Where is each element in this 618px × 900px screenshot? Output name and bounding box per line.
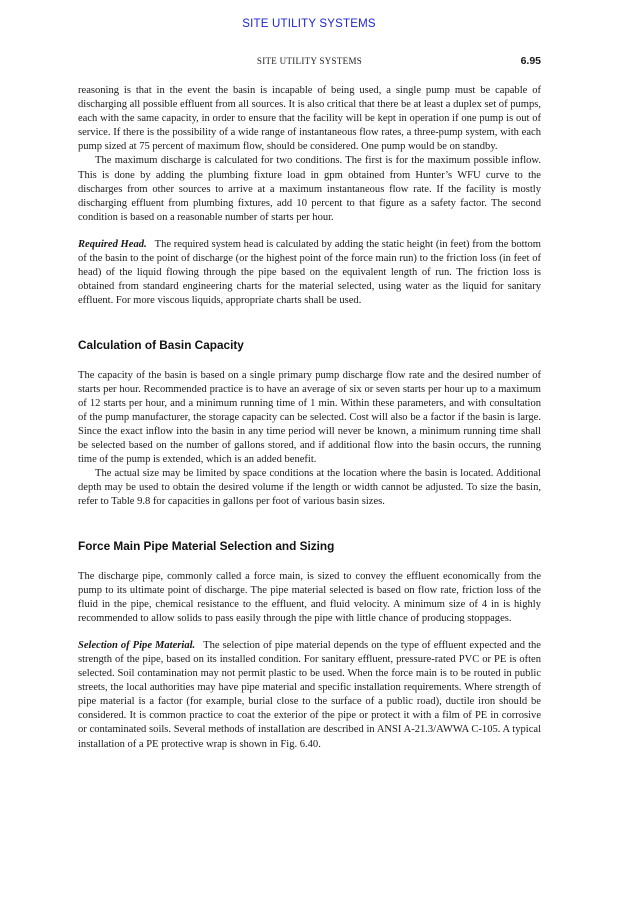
paragraph-basin-capacity: The capacity of the basin is based on a single primary pump discharge flow rate and the desired number of starts per hour. Recommended practice is to have an average of six or seven starts per hour up to a maximum of 12 starts per hour, and a minimum running time of 1 min. Within these parameters, and with consultation of the pump manufacturer, the storage capacity can be selected. Cost will also be a factor if the basin is large. Since the exact inflow into the basin in any time period will never be known, a minimum running time shall be selected based on the number of gallons stored, and if additional flow into the basin occurs, the running time of the pump is extended, which is an added benefit. (78, 369, 541, 466)
running-head-title: SITE UTILITY SYSTEMS (256, 56, 363, 66)
paragraph-basin-size: The actual size may be limited by space conditions at the location where the basin is located. Additional depth may be used to obtain the desired volume if the length or width cannot be adjusted. To size the basin, refer to Table 9.8 for capacities in gallons per foot of various basin sizes. (78, 468, 541, 508)
page-banner: SITE UTILITY SYSTEMS (242, 18, 376, 30)
paragraph-pipe-material (78, 639, 541, 752)
paragraph-required-head-text: The required system head is calculated by adding the static height (in feet) from the bottom of the basin to the point of discharge (or the highest point of the force main run) to the friction loss (in feet of head) of the liquid flowing through the pipe based on the equivalent length of run. The friction loss is obtained from standard engineering charts for the material selected, using water as the liquid for sanitary effluent. For more viscous liquids, appropriate charts shall be used. (78, 238, 541, 307)
section-heading-basin-capacity: Calculation of Basin Capacity (78, 338, 244, 353)
paragraph-pipe-material-text: The selection of pipe material depends on the type of effluent expected and the strength of the pipe, based on its installed condition. For sanitary effluent, pressure-rated PVC or PE is often selected. Soil contamination may not permit plastic to be used. When the force main is to be routed in public streets, the local authorities may have pipe material and specific installation requirements. Where strength of pipe material is a factor (for example, burial close to the surface of a public road), ductile iron should be considered. It is common practice to coat the exterior of the pipe or protect it with a film of PE in corrosive or contaminated soils. Several methods of installation are described in ANSI A-21.3/AWWA C-105. A typical installation of a PE protective wrap is shown in Fig. 6.40. (78, 639, 541, 750)
page-number: 6.95 (520, 55, 541, 67)
paragraph-discharge-pipe: The discharge pipe, commonly called a force main, is sized to convey the effluent economically from the pump to its ultimate point of discharge. The pipe material selected is based on flow rate, friction loss of the fluid in the pipe, chemical resistance to the effluent, and fluid velocity. A minimum size of 4 in is highly recommended to allow solids to pass easily through the pipe with little chance of producing stoppages. (78, 570, 541, 624)
section-heading-force-main: Force Main Pipe Material Selection and Sizing (78, 539, 335, 554)
paragraph-maximum-discharge: The maximum discharge is calculated for two conditions. The first is for the maximum possible inflow. This is done by adding the plumbing fixture load in gpm obtained from Hunter’s WFU curve to the discharges from other sources to arrive at a maximum instantaneous flow rate. If the facility is mostly discharging effluent from plumbing fixtures, add 10 percent to that figure as a safety factor. The second condition is based on a reasonable number of starts per hour. (78, 155, 541, 223)
paragraph-required-head (78, 238, 541, 308)
running-head (78, 56, 541, 70)
run-in-heading-required-head: Required Head. (78, 238, 147, 250)
document-body (78, 84, 541, 752)
run-in-heading-pipe-material: Selection of Pipe Material. (78, 639, 196, 651)
paragraph-continued: reasoning is that in the event the basin is incapable of being used, a single pump must be capable of discharging all possible effluent from all sources. It is also critical that there be at least a duplex set of pumps, each with the same capacity, in order to ensure that the facility will be kept in operation if one pump is out of service. If there is the possibility of a wide range of instantaneous flow rates, a three-pump system, with each pump sized at 75 percent of maximum flow, should be considered. One pump would be on standby. (78, 85, 541, 153)
